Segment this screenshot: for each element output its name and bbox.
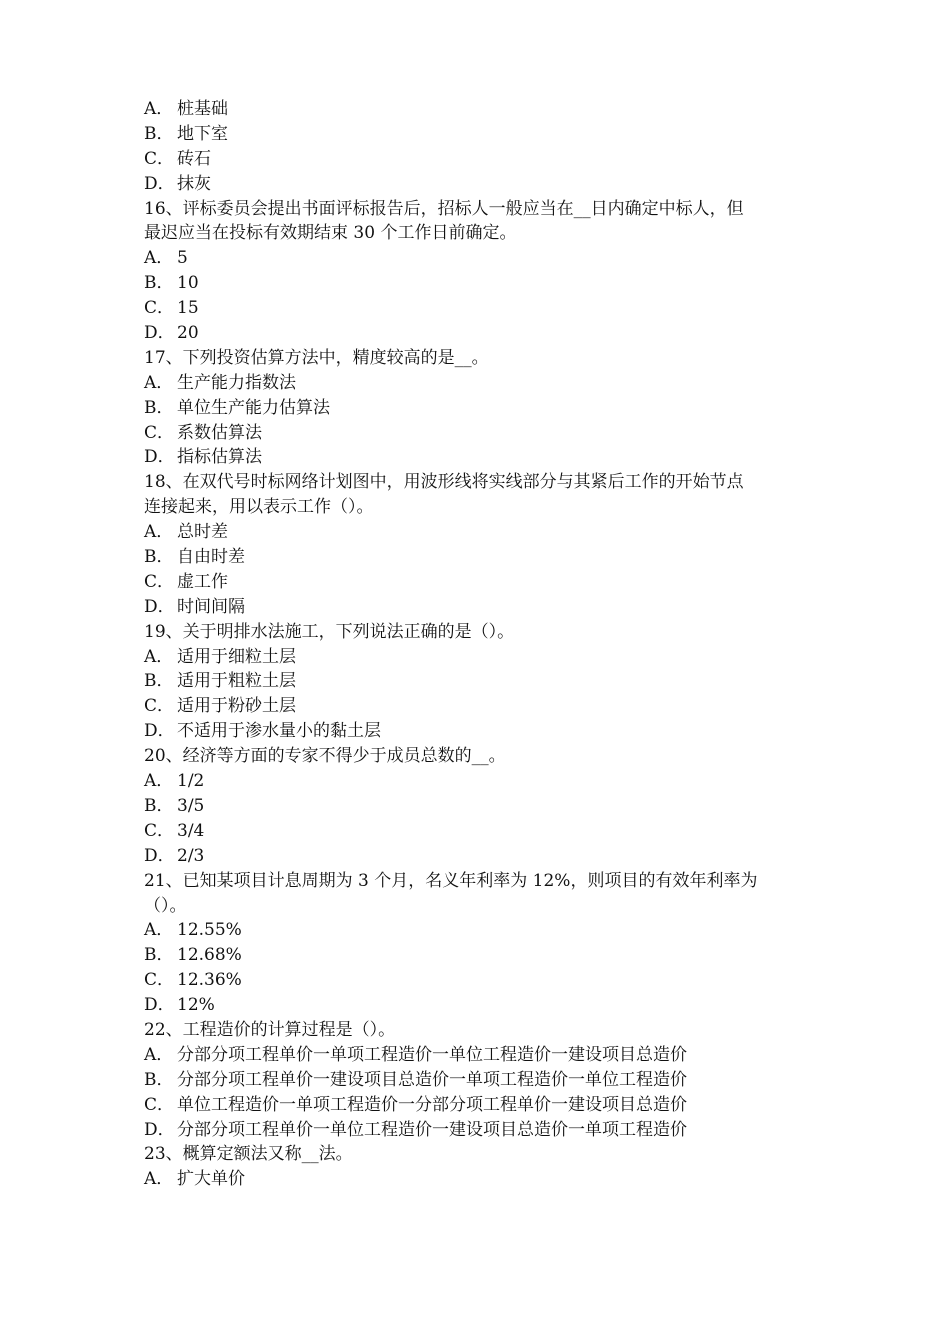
option-letter: A．	[144, 372, 174, 393]
question-text: 18、在双代号时标网络计划图中，用波形线将实线部分与其紧后工作的开始节点	[144, 472, 744, 493]
option-text: 单位生产能力估算法	[177, 397, 330, 418]
answer-option	[144, 669, 814, 694]
question-text: 17、下列投资估算方法中，精度较高的是__。	[144, 347, 489, 368]
option-text: 3/4	[177, 820, 205, 841]
answer-option	[144, 396, 814, 421]
answer-option	[144, 296, 814, 321]
option-letter: C．	[144, 1094, 175, 1115]
answer-option	[144, 719, 814, 744]
answer-option	[144, 819, 814, 844]
answer-option	[144, 1118, 814, 1143]
question-text: 22、工程造价的计算过程是（）。	[144, 1019, 396, 1040]
option-letter: D．	[144, 1119, 175, 1140]
option-letter: A．	[144, 99, 174, 119]
answer-option	[144, 918, 814, 943]
option-text: 总时差	[177, 522, 228, 543]
option-text: 5	[177, 248, 188, 269]
option-letter: A．	[144, 1044, 174, 1065]
option-letter: B．	[144, 795, 174, 816]
option-letter: D．	[144, 173, 175, 194]
option-text: 不适用于渗水量小的黏土层	[177, 721, 381, 742]
option-text: 砖石	[177, 148, 211, 169]
answer-option	[144, 968, 814, 993]
option-letter: C．	[144, 696, 175, 717]
question-text: （）。	[144, 895, 187, 916]
option-letter: B．	[144, 547, 174, 568]
option-text: 12%	[177, 995, 215, 1016]
option-text: 分部分项工程单价一建设项目总造价一单项工程造价一单位工程造价	[177, 1069, 687, 1090]
option-text: 10	[177, 273, 199, 294]
option-letter: C．	[144, 298, 175, 319]
option-letter: D．	[144, 447, 175, 468]
option-letter: D．	[144, 596, 175, 617]
option-letter: C．	[144, 820, 175, 841]
option-text: 抹灰	[177, 173, 211, 194]
option-text: 时间间隔	[177, 596, 245, 617]
answer-option	[144, 147, 814, 172]
answer-option	[144, 595, 814, 620]
option-letter: B．	[144, 1069, 174, 1090]
answer-option	[144, 421, 814, 446]
answer-option	[144, 371, 814, 396]
question-text: 连接起来，用以表示工作（）。	[144, 497, 374, 518]
answer-option	[144, 545, 814, 570]
option-letter: D．	[144, 721, 175, 742]
question-text: 16、评标委员会提出书面评标报告后，招标人一般应当在__日内确定中标人，但	[144, 198, 744, 219]
answer-option	[144, 172, 814, 197]
option-text: 20	[177, 323, 199, 344]
option-letter: D．	[144, 845, 175, 866]
answer-option	[144, 1093, 814, 1118]
option-text: 12.55%	[177, 920, 242, 941]
answer-option	[144, 122, 814, 147]
answer-option	[144, 445, 814, 470]
option-text: 生产能力指数法	[177, 372, 296, 393]
option-text: 12.68%	[177, 945, 242, 966]
question-text: 最迟应当在投标有效期结束 30 个工作日前确定。	[144, 223, 517, 244]
option-text: 12.36%	[177, 970, 242, 991]
answer-option	[144, 97, 814, 122]
answer-option	[144, 1068, 814, 1093]
option-text: 地下室	[177, 123, 228, 144]
option-letter: A．	[144, 522, 174, 543]
answer-option	[144, 645, 814, 670]
option-letter: B．	[144, 945, 174, 966]
question-text: 20、经济等方面的专家不得少于成员总数的__。	[144, 746, 506, 767]
option-text: 系数估算法	[177, 422, 262, 443]
option-text: 分部分项工程单价一单位工程造价一建设项目总造价一单项工程造价	[177, 1119, 687, 1140]
option-letter: C．	[144, 148, 175, 169]
answer-option	[144, 570, 814, 595]
answer-option	[144, 769, 814, 794]
option-text: 扩大单价	[177, 1169, 245, 1190]
question-text: 19、关于明排水法施工，下列说法正确的是（）。	[144, 621, 515, 642]
option-letter: B．	[144, 123, 174, 144]
answer-option	[144, 844, 814, 869]
answer-option	[144, 993, 814, 1018]
option-text: 适用于细粒土层	[177, 646, 296, 667]
option-letter: B．	[144, 671, 174, 692]
option-letter: B．	[144, 273, 174, 294]
option-letter: B．	[144, 397, 174, 418]
option-text: 桩基础	[177, 99, 228, 119]
option-text: 15	[177, 298, 199, 319]
question-text: 21、已知某项目计息周期为 3 个月，名义年利率为 12%，则项目的有效年利率为	[144, 870, 758, 891]
answer-option	[144, 943, 814, 968]
option-text: 单位工程造价一单项工程造价一分部分项工程单价一建设项目总造价	[177, 1094, 687, 1115]
answer-option	[144, 520, 814, 545]
option-letter: A．	[144, 248, 174, 269]
option-text: 自由时差	[177, 547, 245, 568]
option-text: 2/3	[177, 845, 205, 866]
answer-option	[144, 1043, 814, 1068]
option-letter: A．	[144, 1169, 174, 1190]
option-letter: A．	[144, 646, 174, 667]
option-letter: D．	[144, 323, 175, 344]
option-text: 适用于粉砂土层	[177, 696, 296, 717]
option-text: 指标估算法	[177, 447, 262, 468]
answer-option	[144, 1167, 814, 1192]
option-text: 3/5	[177, 795, 205, 816]
option-text: 1/2	[177, 771, 205, 792]
document-body	[144, 97, 814, 1192]
option-letter: C．	[144, 422, 175, 443]
answer-option	[144, 694, 814, 719]
option-text: 适用于粗粒土层	[177, 671, 296, 692]
option-letter: C．	[144, 970, 175, 991]
answer-option	[144, 246, 814, 271]
answer-option	[144, 271, 814, 296]
option-letter: A．	[144, 771, 174, 792]
option-letter: A．	[144, 920, 174, 941]
question-text: 23、概算定额法又称__法。	[144, 1144, 353, 1165]
option-letter: C．	[144, 571, 175, 592]
answer-option	[144, 794, 814, 819]
answer-option	[144, 321, 814, 346]
option-text: 虚工作	[177, 571, 228, 592]
option-letter: D．	[144, 995, 175, 1016]
option-text: 分部分项工程单价一单项工程造价一单位工程造价一建设项目总造价	[177, 1044, 687, 1065]
